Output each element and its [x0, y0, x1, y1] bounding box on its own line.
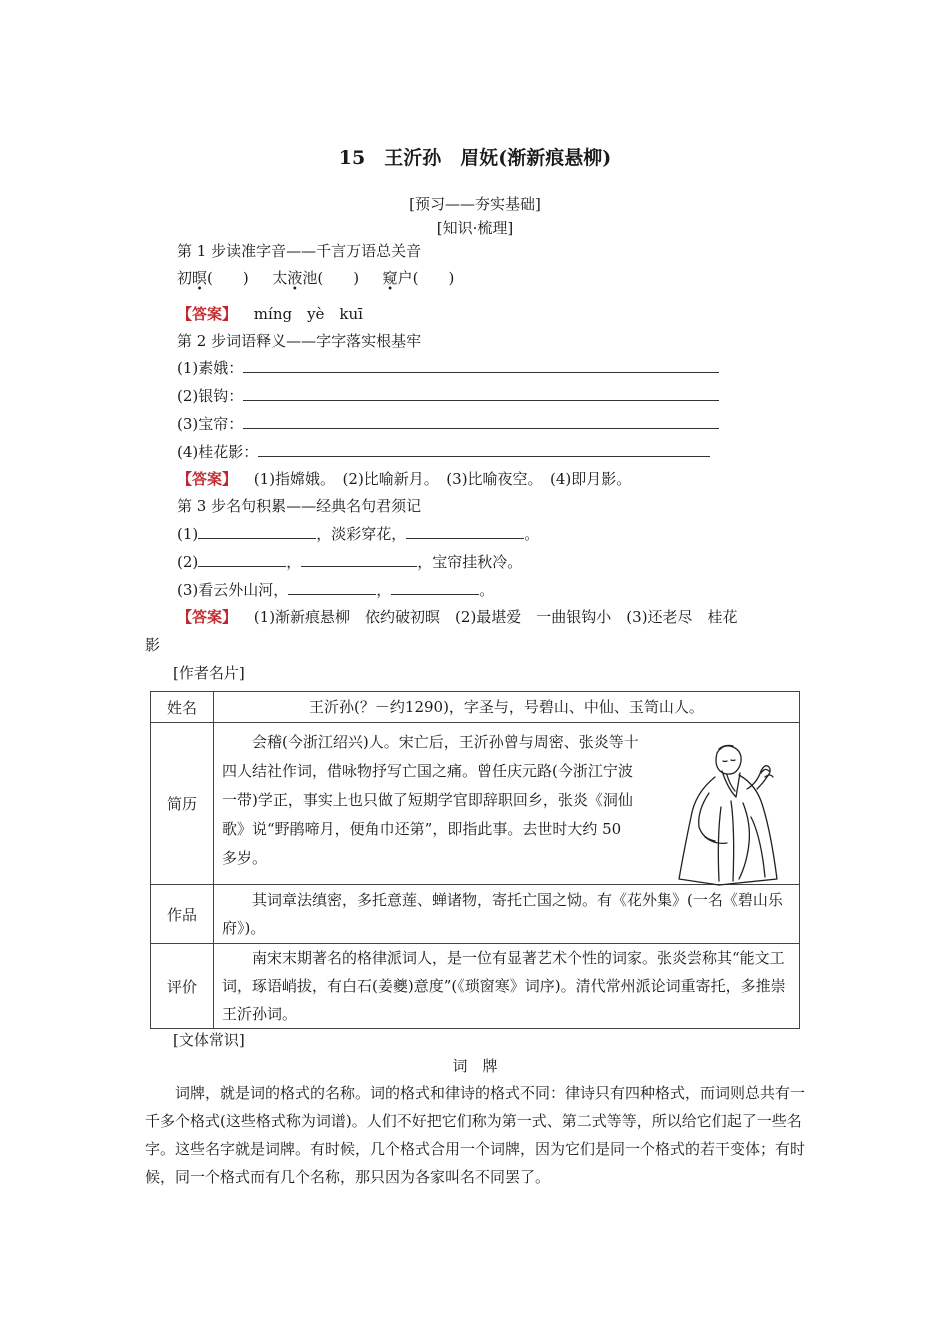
genre-heading: [文体常识] — [173, 1031, 245, 1049]
author-card-heading: [作者名片] — [173, 664, 245, 682]
section-preview-heading: [预习——夯实基础] — [409, 195, 541, 213]
step3-answer-continued: 影 — [145, 636, 161, 654]
row-text: 南宋末期著名的格律派词人，是一位有显著艺术个性的词家。张炎尝称其“能文工词，琢语峭拔，有白石(姜夔)意度”(《琐窗寒》词序)。清代常州派论词重寄托，多推崇王沂孙词。 — [214, 944, 800, 1029]
row-text: 其词章法缜密，多托意莲、蝉诸物，寄托亡国之恸。有《花外集》(一名《碧山乐府》)。 — [214, 885, 800, 944]
poet-portrait-illustration — [651, 737, 799, 887]
step1-heading: 第 1 步读准字音——千言万语总关音 — [177, 242, 422, 260]
genre-body-paragraph: 词牌，就是词的格式的名称。词的格式和律诗的格式不同：律诗只有四种格式，而词则总共有一千多个格式(这些格式称为词谱)。人们不好把它们称为第一式、第二式等等，所以给它们起了一些名字。这些名字就是词牌。有时候，几个格式合用一个词牌，因为它们是同一个格式的若干变体；有时候，同一个格式而有几个名称，那只因为各家叫名不同罢了。 — [145, 1084, 806, 1186]
row-text: 会稽(今浙江绍兴)人。宋亡后，王沂孙曾与周密、张炎等十四人结社作词，借咏物抒写亡国之痛。曾任庆元路(今浙江宁波一带)学正，事实上也只做了短期学官即辞职回乡，张炎《洞仙歌》说“野鹃啼月，便角巾还第”，即指此事。去世时大约 50 多岁。 — [222, 733, 639, 867]
pinyin-item-1: 初暝( ) — [177, 269, 249, 287]
table-row — [151, 692, 800, 723]
section-knowledge-heading: [知识·梳理] — [436, 219, 514, 237]
step1-items — [177, 268, 454, 288]
quote-line-1: (1) ，淡彩穿花， 。 — [177, 525, 540, 543]
step3-heading: 第 3 步名句积累——经典名句君须记 — [177, 497, 422, 515]
pinyin-item-2: 太液池( ) — [272, 269, 360, 287]
table-row — [151, 723, 800, 885]
quote-line-3: (3)看云外山河， ， 。 — [177, 581, 495, 599]
quote-line-2: (2) ， ，宝帘挂秋冷。 — [177, 553, 523, 571]
definition-item-3: (3)宝帘： — [177, 414, 719, 434]
table-row — [151, 944, 800, 1029]
step1-answer: 【答案】 míng yè kuī — [177, 305, 363, 323]
step2-heading: 第 2 步词语释义——字字落实根基牢 — [177, 332, 422, 350]
row-text: 王沂孙(？－约1290)，字圣与，号碧山、中仙、玉笥山人。 — [214, 692, 800, 723]
answer-tag: 【答案】 — [177, 608, 238, 626]
step3-answer: 【答案】 (1)渐新痕悬柳 依约破初暝 (2)最堪爱 一曲银钩小 (3)还老尽 桂花 — [177, 608, 738, 626]
row-label: 作品 — [151, 885, 214, 944]
page-title: 15 王沂孙 眉妩(渐新痕悬柳) — [338, 147, 612, 169]
definition-item-2: (2)银钩： — [177, 386, 719, 406]
definition-item-1: (1)素娥： — [177, 358, 719, 378]
row-label: 简历 — [151, 723, 214, 885]
definition-item-4: (4)桂花影： — [177, 442, 710, 462]
pinyin-item-3: 窥户( ) — [382, 269, 455, 287]
table-row — [151, 885, 800, 944]
row-label: 评价 — [151, 944, 214, 1029]
step2-answer: 【答案】 (1)指嫦娥。 (2)比喻新月。 (3)比喻夜空。 (4)即月影。 — [177, 470, 632, 488]
answer-tag: 【答案】 — [177, 470, 238, 488]
genre-subtitle: 词 牌 — [452, 1057, 498, 1075]
answer-tag: 【答案】 — [177, 305, 238, 323]
row-label: 姓名 — [151, 692, 214, 723]
author-card-table — [150, 691, 800, 1029]
